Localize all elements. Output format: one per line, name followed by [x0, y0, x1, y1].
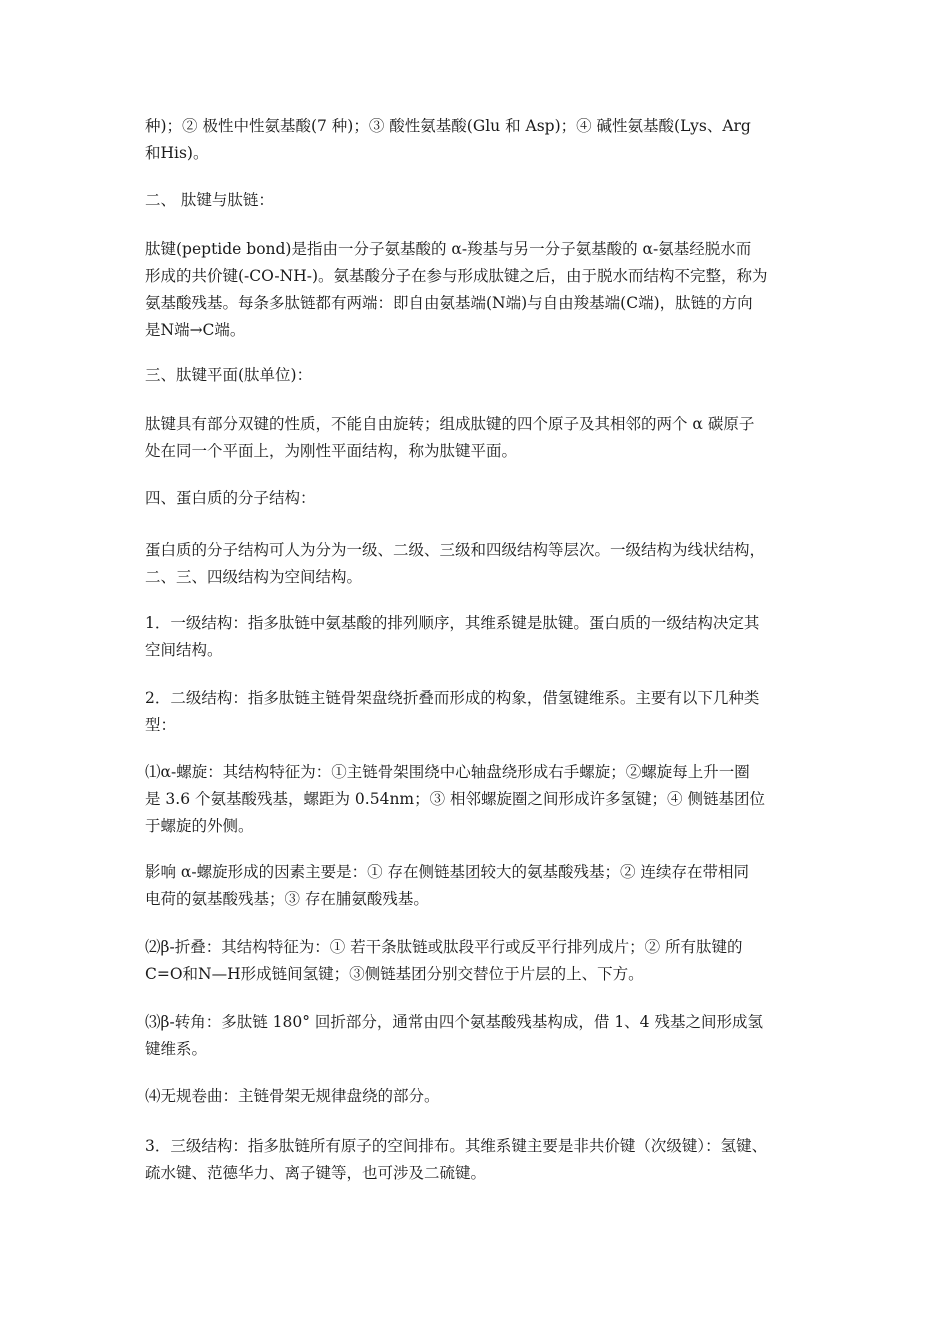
text-line: 种)；② 极性中性氨基酸(7 种)；③ 酸性氨基酸(Glu 和 Asp)；④ 碱性氨基酸(Lys、Arg — [145, 117, 751, 135]
paragraph-peptide-plane — [145, 411, 810, 465]
text-line: 型： — [145, 716, 177, 734]
text-line: 影响 α-螺旋形成的因素主要是：① 存在侧链基团较大的氨基酸残基；② 连续存在带相同 — [145, 863, 749, 881]
text-line: 二、三、四级结构为空间结构。 — [145, 568, 363, 586]
paragraph-tertiary-structure — [145, 1133, 810, 1187]
paragraph-beta-turn — [145, 1009, 810, 1063]
text-line: 形成的共价键(-CO-NH-)。氨基酸分子在参与形成肽键之后，由于脱水而结构不完整，称为 — [145, 267, 768, 285]
text-line: 四、蛋白质的分子结构： — [145, 489, 316, 507]
paragraph-primary-structure — [145, 610, 810, 664]
text-line: 是N端→C端。 — [145, 321, 246, 339]
paragraph-alpha-helix — [145, 759, 810, 840]
paragraph-random-coil — [145, 1083, 810, 1110]
text-line: ⑵β-折叠：其结构特征为：① 若干条肽链或肽段平行或反平行排列成片；② 所有肽键的 — [145, 938, 743, 956]
text-line: 肽键具有部分双键的性质，不能自由旋转；组成肽键的四个原子及其相邻的两个 α 碳原子 — [145, 415, 755, 433]
paragraph-secondary-structure — [145, 685, 810, 739]
heading-peptide-bond — [145, 187, 810, 214]
paragraph-helix-factors — [145, 859, 810, 913]
text-line: 电荷的氨基酸残基；③ 存在脯氨酸残基。 — [145, 890, 429, 908]
text-line: 于螺旋的外侧。 — [145, 817, 254, 835]
heading-protein-structure — [145, 485, 810, 512]
paragraph-amino-acid-classes — [145, 113, 810, 167]
text-line: 键维系。 — [145, 1040, 208, 1058]
text-line: 和His)。 — [145, 144, 209, 162]
text-line: 3．三级结构：指多肽链所有原子的空间排布。其维系键主要是非共价键（次级键）：氢键、 — [145, 1137, 768, 1155]
text-line: 2．二级结构：指多肽链主链骨架盘绕折叠而形成的构象，借氢键维系。主要有以下几种类 — [145, 689, 760, 707]
text-line: 二、 肽键与肽链： — [145, 191, 274, 209]
paragraph-peptide-bond — [145, 236, 810, 344]
text-line: 疏水键、范德华力、离子键等，也可涉及二硫键。 — [145, 1164, 487, 1182]
text-line: 是 3.6 个氨基酸残基，螺距为 0.54nm；③ 相邻螺旋圈之间形成许多氢键；④ 侧链基团位 — [145, 790, 765, 808]
text-line: 处在同一个平面上，为刚性平面结构，称为肽键平面。 — [145, 442, 518, 460]
text-line: 空间结构。 — [145, 641, 223, 659]
paragraph-beta-sheet — [145, 934, 810, 988]
text-line: ⑴α-螺旋：其结构特征为：①主链骨架围绕中心轴盘绕形成右手螺旋；②螺旋每上升一圈 — [145, 763, 750, 781]
text-line: 氨基酸残基。每条多肽链都有两端：即自由氨基端(N端)与自由羧基端(C端)，肽链的方向 — [145, 294, 753, 312]
text-line: 三、肽键平面(肽单位)： — [145, 366, 313, 384]
text-line: ⑶β-转角：多肽链 180° 回折部分，通常由四个氨基酸残基构成，借 1、4 残基之间形成氢 — [145, 1013, 763, 1031]
text-line: 肽键(peptide bond)是指由一分子氨基酸的 α-羧基与另一分子氨基酸的 α-氨基经脱水而 — [145, 240, 752, 258]
paragraph-structure-levels — [145, 537, 810, 591]
text-line: ⑷无规卷曲：主链骨架无规律盘绕的部分。 — [145, 1087, 440, 1105]
text-line: 蛋白质的分子结构可人为分为一级、二级、三级和四级结构等层次。一级结构为线状结构， — [145, 541, 766, 559]
text-line: C=O和N—H形成链间氢键；③侧链基团分别交替位于片层的上、下方。 — [145, 965, 644, 983]
heading-peptide-plane — [145, 362, 810, 389]
text-line: 1．一级结构：指多肽链中氨基酸的排列顺序，其维系键是肽键。蛋白质的一级结构决定其 — [145, 614, 760, 632]
